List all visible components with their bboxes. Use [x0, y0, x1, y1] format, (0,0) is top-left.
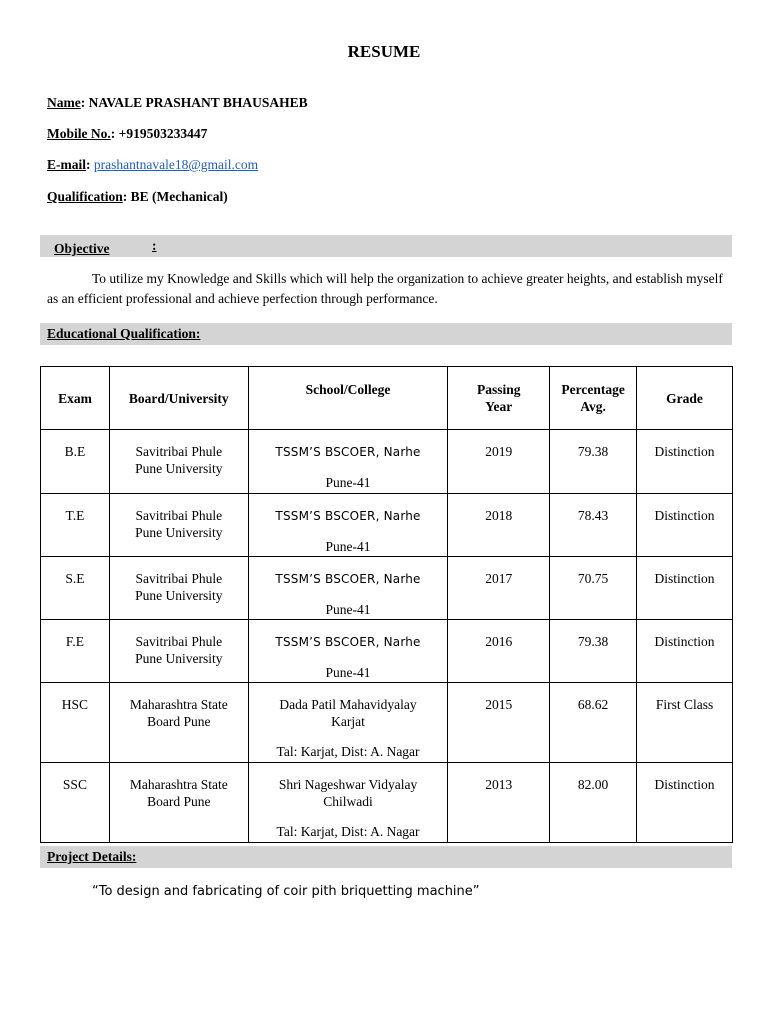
objective-text	[47, 269, 737, 308]
cell-school-line1: TSSM’S BSCOER, Narhe	[275, 635, 421, 649]
education-heading: Educational Qualification:	[47, 326, 201, 341]
qualification-value: : BE (Mechanical)	[122, 189, 228, 204]
cell-school	[248, 430, 448, 494]
email-separator: :	[86, 157, 94, 172]
education-table	[40, 366, 733, 843]
cell-school	[248, 494, 448, 557]
cell-school-line2: Chilwadi	[323, 794, 373, 809]
cell-school-line1: Shri Nageshwar Vidyalay	[278, 777, 418, 792]
cell-school-line2: Karjat	[331, 714, 365, 729]
email-link[interactable]: prashantnavale18@gmail.com	[93, 157, 259, 172]
objective-heading-colon: :	[152, 238, 157, 253]
project-heading-band	[40, 846, 732, 868]
header-board: Board/University	[109, 367, 248, 430]
cell-year: 2019	[448, 430, 550, 494]
cell-percentage: 70.75	[550, 557, 637, 620]
cell-board	[109, 683, 248, 763]
cell-exam: S.E	[41, 557, 110, 620]
cell-year: 2015	[448, 683, 550, 763]
email-line	[47, 157, 258, 173]
cell-year: 2017	[448, 557, 550, 620]
cell-percentage: 79.38	[550, 620, 637, 683]
cell-exam: B.E	[41, 430, 110, 494]
cell-board	[109, 557, 248, 620]
cell-board-line1: Maharashtra State	[129, 777, 228, 792]
cell-grade: Distinction	[637, 494, 733, 557]
cell-board-line2: Board Pune	[147, 794, 211, 809]
table-header-row	[41, 367, 733, 430]
cell-school	[248, 763, 448, 843]
cell-school-line3: Pune-41	[325, 475, 371, 490]
table-row	[41, 620, 733, 683]
cell-board-line1: Savitribai Phule	[135, 634, 223, 649]
project-heading: Project Details:	[47, 849, 137, 864]
header-school: School/College	[248, 367, 448, 430]
table-row	[41, 494, 733, 557]
cell-board-line2: Pune University	[135, 461, 223, 476]
cell-school-line1: Dada Patil Mahavidyalay	[279, 697, 417, 712]
cell-board	[109, 494, 248, 557]
mobile-line	[47, 126, 207, 142]
cell-board-line1: Savitribai Phule	[135, 444, 223, 459]
header-passing: Passing	[476, 382, 521, 397]
cell-school-line3: Tal: Karjat, Dist: A. Nagar	[276, 824, 420, 839]
objective-paragraph: To utilize my Knowledge and Skills which will help the organization to achieve greater heights, and establish myself as an efficient professional and achieve perfection through performance.	[47, 271, 723, 306]
cell-grade: Distinction	[637, 620, 733, 683]
objective-heading-text: Objective	[54, 241, 110, 256]
cell-percentage: 78.43	[550, 494, 637, 557]
education-heading-band	[40, 323, 732, 345]
cell-percentage: 68.62	[550, 683, 637, 763]
cell-school-line3: Pune-41	[325, 539, 371, 554]
header-pct-1: Percentage	[561, 382, 625, 397]
cell-school-line3: Tal: Karjat, Dist: A. Nagar	[276, 744, 420, 759]
qualification-line	[47, 189, 228, 205]
table-row	[41, 430, 733, 494]
mobile-value: : +919503233447	[110, 126, 208, 141]
project-description: “To design and fabricating of coir pith briquetting machine”	[92, 884, 480, 899]
cell-year: 2016	[448, 620, 550, 683]
cell-year: 2013	[448, 763, 550, 843]
cell-board	[109, 430, 248, 494]
cell-grade: Distinction	[637, 557, 733, 620]
table-row	[41, 683, 733, 763]
cell-school	[248, 620, 448, 683]
name-label: Name	[47, 95, 81, 110]
cell-exam: F.E	[41, 620, 110, 683]
cell-board-line2: Pune University	[135, 651, 223, 666]
cell-year: 2018	[448, 494, 550, 557]
objective-heading-band	[40, 235, 732, 257]
cell-percentage: 79.38	[550, 430, 637, 494]
cell-board	[109, 620, 248, 683]
header-pct-2: Avg.	[580, 399, 606, 414]
cell-board-line1: Maharashtra State	[129, 697, 228, 712]
cell-board-line2: Pune University	[135, 588, 223, 603]
cell-school-line3: Pune-41	[325, 665, 371, 680]
cell-board-line1: Savitribai Phule	[135, 508, 223, 523]
qualification-label: Qualification	[47, 189, 123, 204]
cell-board-line1: Savitribai Phule	[135, 571, 223, 586]
table-row	[41, 763, 733, 843]
cell-school	[248, 683, 448, 763]
cell-grade: First Class	[637, 683, 733, 763]
table-row	[41, 557, 733, 620]
cell-school-line3: Pune-41	[325, 602, 371, 617]
cell-school-line1: TSSM’S BSCOER, Narhe	[275, 572, 421, 586]
header-exam: Exam	[41, 367, 110, 430]
cell-board-line2: Board Pune	[147, 714, 211, 729]
cell-school-line1: TSSM’S BSCOER, Narhe	[275, 445, 421, 459]
cell-grade: Distinction	[637, 430, 733, 494]
cell-grade: Distinction	[637, 763, 733, 843]
name-value: : NAVALE PRASHANT BHAUSAHEB	[80, 95, 308, 110]
name-line	[47, 95, 308, 111]
mobile-label: Mobile No.	[47, 126, 111, 141]
cell-exam: HSC	[41, 683, 110, 763]
header-percentage	[550, 367, 637, 430]
page-title: RESUME	[347, 42, 421, 61]
cell-exam: T.E	[41, 494, 110, 557]
header-passing-year	[448, 367, 550, 430]
header-year: Year	[485, 399, 513, 414]
cell-exam: SSC	[41, 763, 110, 843]
cell-board	[109, 763, 248, 843]
cell-board-line2: Pune University	[135, 525, 223, 540]
email-label: E-mail	[47, 157, 86, 172]
cell-school-line1: TSSM’S BSCOER, Narhe	[275, 509, 421, 523]
header-grade: Grade	[637, 367, 733, 430]
cell-school	[248, 557, 448, 620]
cell-percentage: 82.00	[550, 763, 637, 843]
